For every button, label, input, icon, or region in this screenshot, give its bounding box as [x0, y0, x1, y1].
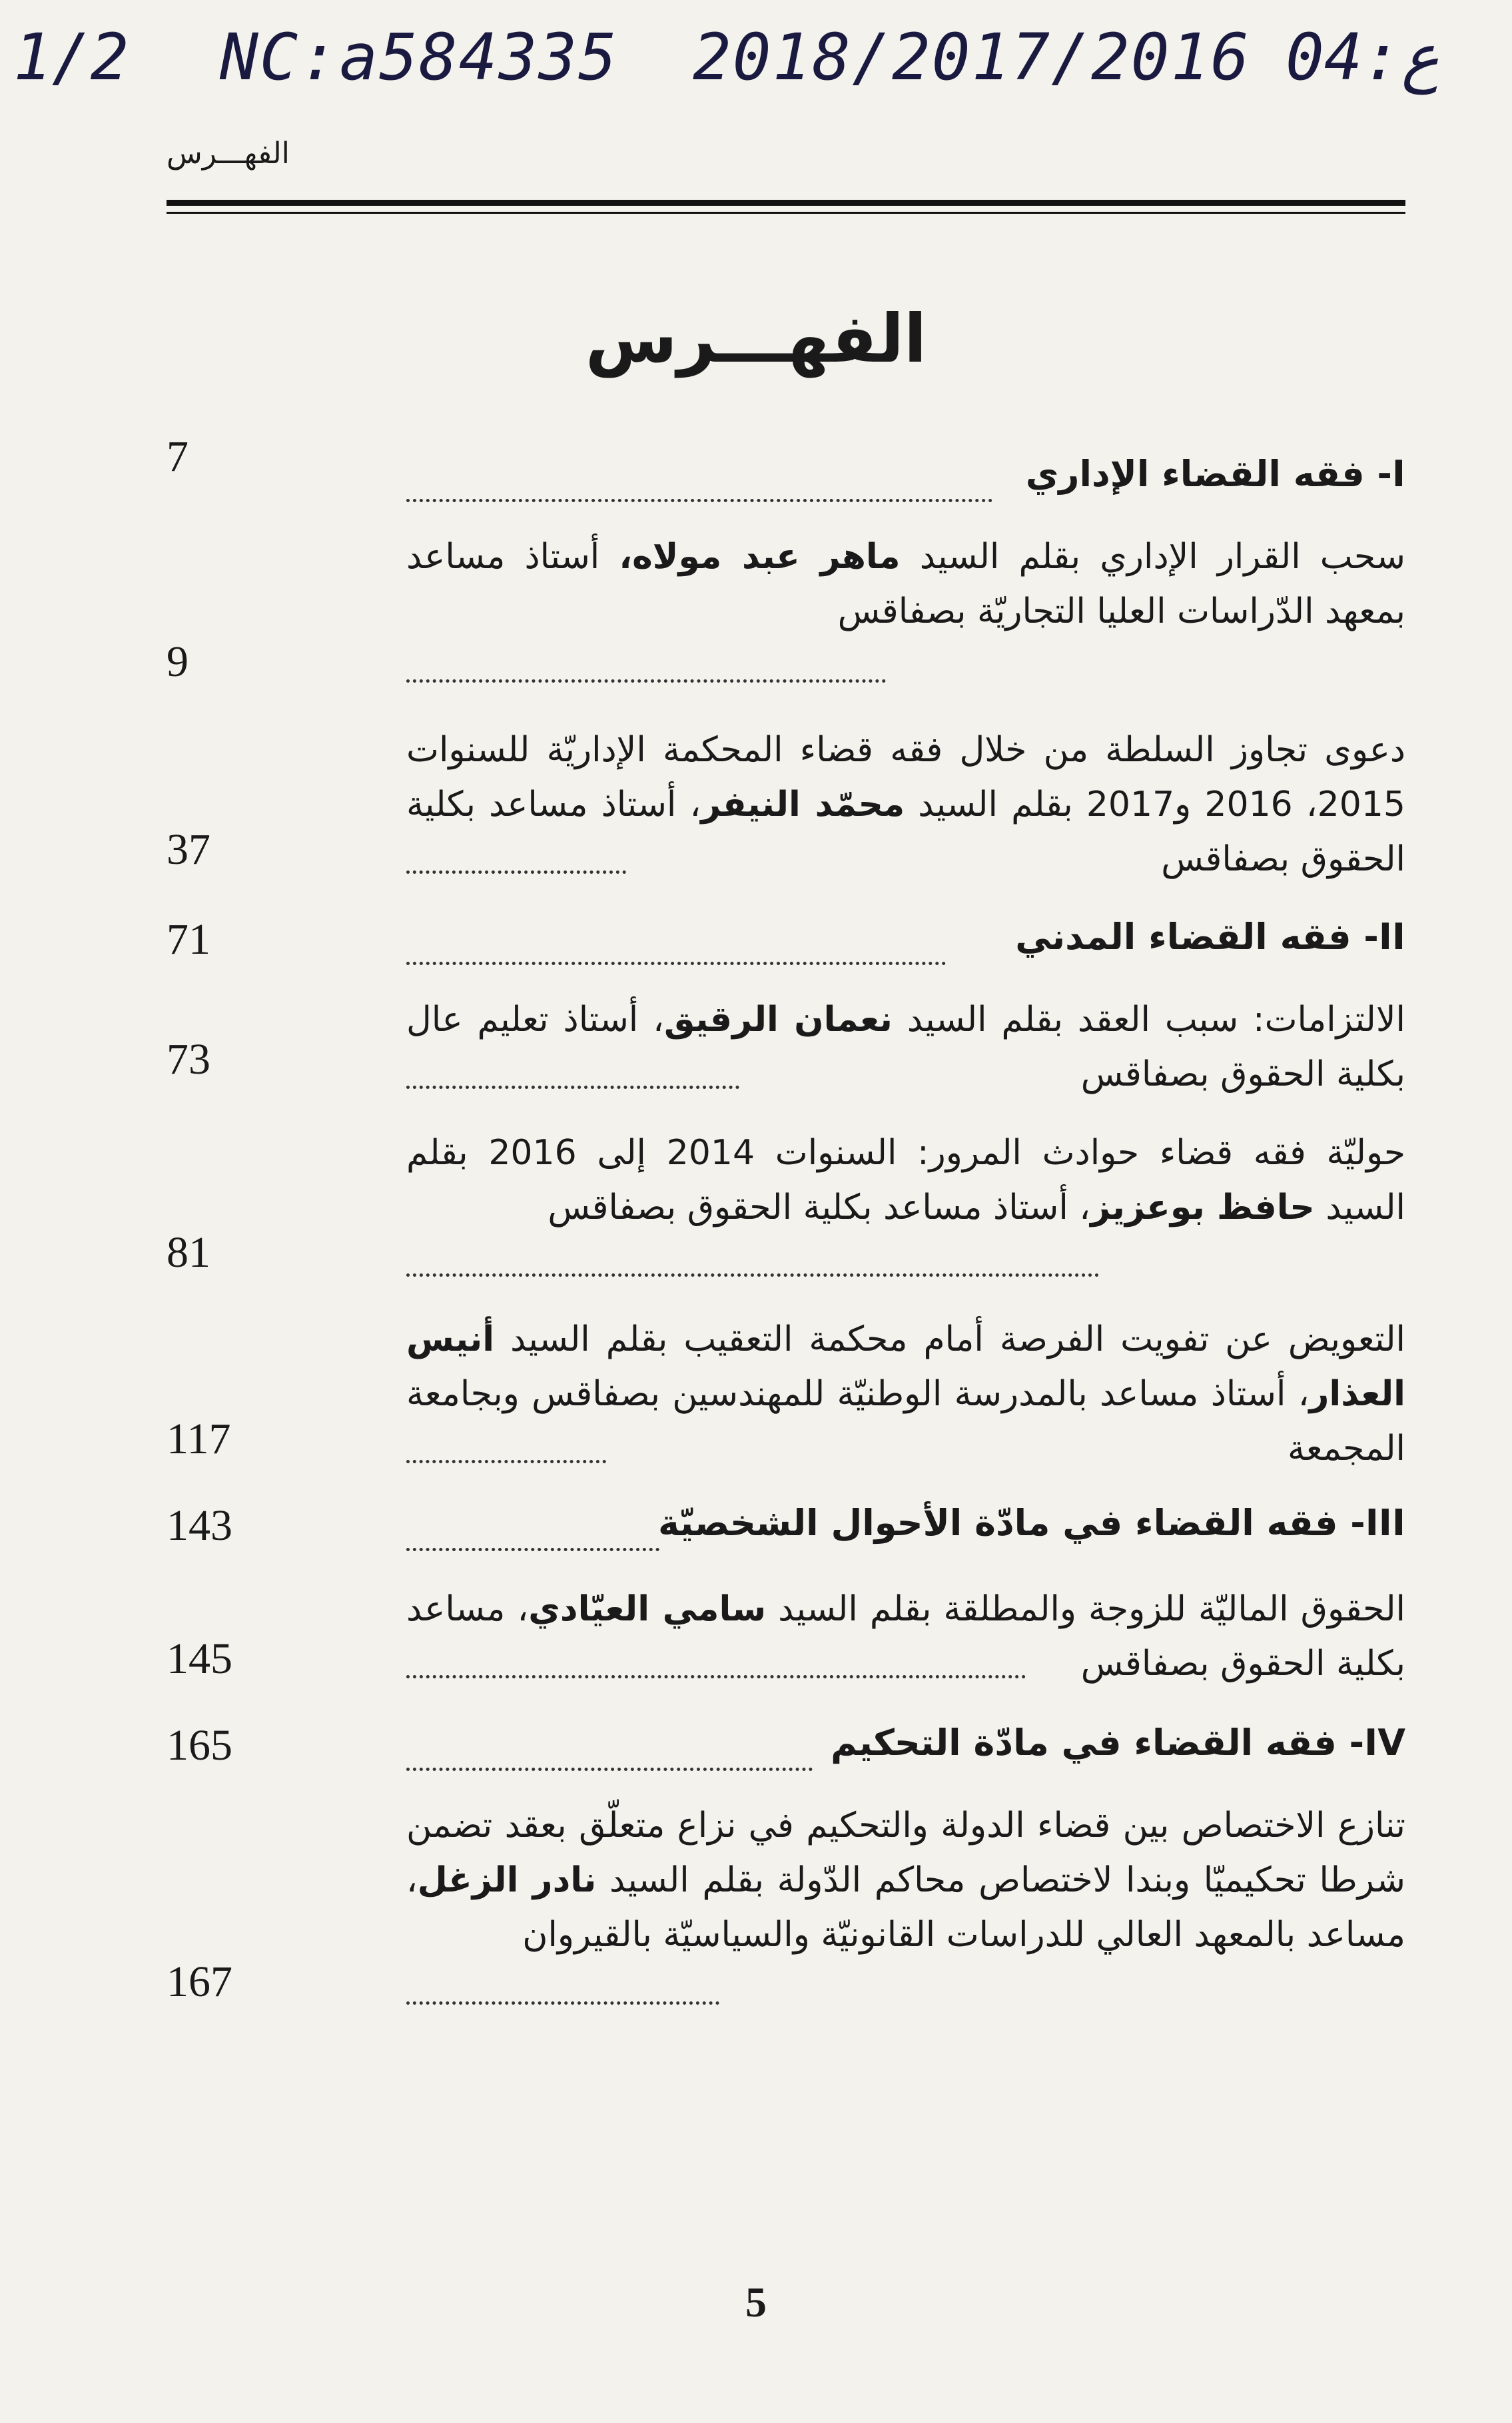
author-name: محمّد النيفر	[701, 785, 905, 825]
toc-section	[167, 916, 1405, 969]
toc-entry	[167, 1582, 1405, 1695]
toc-entry	[167, 529, 1405, 696]
section-title: II- فقه القضاء المدني	[1015, 916, 1405, 958]
page-number: 145	[167, 1634, 232, 1683]
page-number: 167	[167, 1957, 232, 2006]
leader-dots	[406, 1768, 813, 1771]
page-number: 143	[167, 1501, 232, 1550]
page-title: الفهـــرس	[585, 300, 927, 378]
toc-entry	[167, 1798, 1405, 2018]
leader-dots	[406, 962, 946, 965]
toc-entry	[167, 1126, 1405, 1292]
toc-entry	[167, 1312, 1405, 1479]
author-name: أنيس العذار	[406, 1319, 1405, 1414]
leader-dots	[406, 2001, 719, 2005]
page-number: 7	[167, 432, 189, 481]
page-number: 9	[167, 637, 189, 686]
handwritten-years: 2018/2017/2016	[693, 20, 1251, 95]
toc-section	[167, 432, 1405, 506]
author-name: نعمان الرقيق	[663, 1000, 893, 1040]
handwritten-fraction: 1/2	[13, 20, 129, 95]
running-head: الفهـــرس	[167, 137, 290, 171]
entry-text: سحب القرار الإداري بقلم السيد ماهر عبد مولاه، أستاذ مساعد بمعهد الدّراسات العليا التجاريّة بصفاقس	[406, 537, 1405, 631]
author-name: سامي العيّادي	[528, 1589, 767, 1629]
author-name: حافظ بوعزيز	[1090, 1188, 1315, 1227]
entry-text: حوليّة فقه قضاء حوادث المرور: السنوات 2014 إلى 2016 بقلم السيد حافظ بوعزيز، أستاذ مساعد بكلية الحقوق بصفاقس	[406, 1133, 1405, 1227]
entry-text: تنازع الاختصاص بين قضاء الدولة والتحكيم في نزاع متعلّق بعقد تضمن شرطا تحكيميّا وبندا لاختصاص محاكم الدّولة بقلم السيد نادر الزغل، مساعد بالمعهد العالي للدراسات القانونيّة والسياسيّة بالقيروان	[406, 1806, 1405, 1955]
page-number: 73	[167, 1035, 210, 1084]
entry-text: الحقوق الماليّة للزوجة والمطلقة بقلم السيد سامي العيّادي، مساعد بكلية الحقوق بصفاقس	[406, 1589, 1405, 1684]
page-number: 117	[167, 1415, 231, 1463]
leader-dots	[406, 679, 886, 683]
section-title: I- فقه القضاء الإداري	[1025, 453, 1405, 495]
page-number: 165	[167, 1721, 232, 1770]
leader-dots	[406, 499, 992, 502]
page-number: 81	[167, 1228, 210, 1277]
leader-dots	[406, 1273, 1099, 1277]
page-number: 71	[167, 915, 210, 964]
toc-entry	[167, 992, 1405, 1106]
author-name: نادر الزغل	[417, 1860, 597, 1900]
page-number: 37	[167, 825, 210, 874]
header-rule-thin	[167, 212, 1405, 214]
section-title: IV- فقه القضاء في مادّة التحكيم	[831, 1722, 1405, 1764]
handwritten-catalog-note	[0, 13, 1512, 107]
entry-text: الالتزامات: سبب العقد بقلم السيد نعمان الرقيق، أستاذ تعليم عال بكلية الحقوق بصفاقس	[406, 1000, 1405, 1094]
section-title: III- فقه القضاء في مادّة الأحوال الشخصيّة	[657, 1502, 1405, 1544]
toc-section	[167, 1722, 1405, 1775]
header-rule	[167, 200, 1405, 206]
author-name: ماهر عبد مولاه،	[619, 537, 901, 577]
toc-section	[167, 1502, 1405, 1555]
page-folio-number: 5	[745, 2278, 767, 2326]
handwritten-code: 04:ع	[1286, 20, 1440, 95]
entry-text: التعويض عن تفويت الفرصة أمام محكمة التعقيب بقلم السيد أنيس العذار، أستاذ مساعد بالمدرسة الوطنيّة للمهندسين بصفاقس وبجامعة المجمعة	[406, 1319, 1405, 1469]
toc-entry	[167, 723, 1405, 889]
entry-text: دعوى تجاوز السلطة من خلال فقه قضاء المحكمة الإداريّة للسنوات 2015، 2016 و2017 بقلم السيد محمّد النيفر، أستاذ مساعد بكلية الحقوق بصفاقس	[406, 730, 1406, 879]
handwritten-nc-number: NC:a584335	[220, 20, 618, 95]
leader-dots	[406, 1548, 659, 1551]
